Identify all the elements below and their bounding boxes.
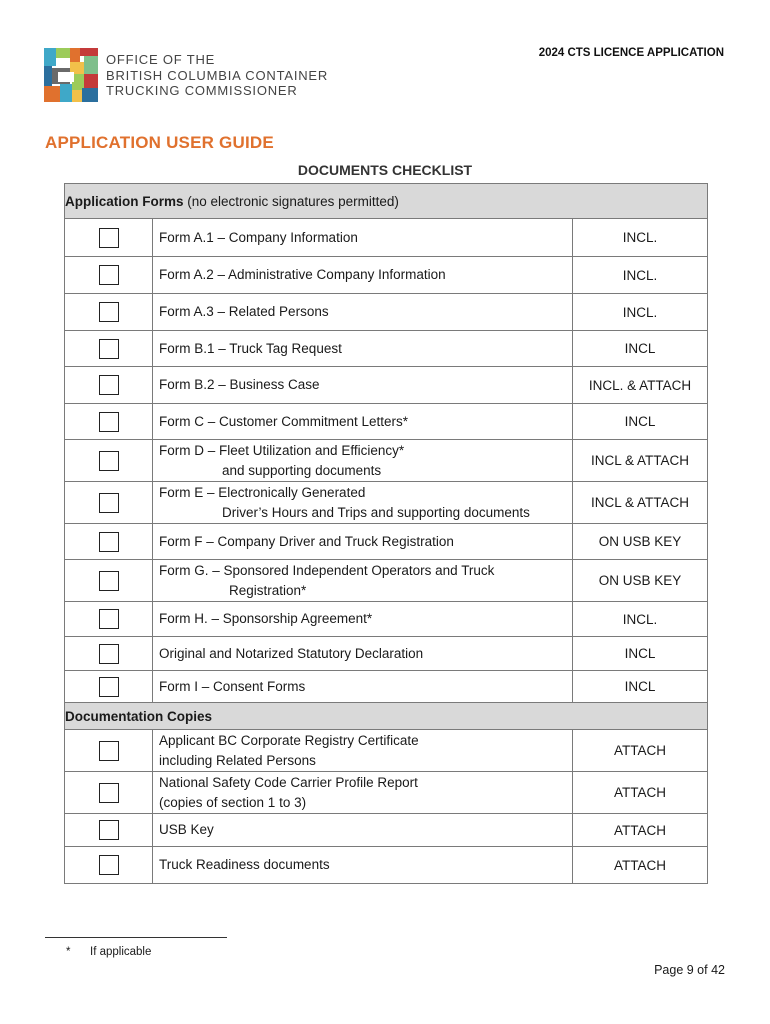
status-text: ON USB KEY bbox=[598, 573, 682, 588]
checkbox[interactable] bbox=[99, 609, 119, 629]
checkbox[interactable] bbox=[99, 855, 119, 875]
org-line-3: TRUCKING COMMISSIONER bbox=[106, 83, 298, 98]
checkbox[interactable] bbox=[99, 532, 119, 552]
status-cell bbox=[573, 772, 708, 814]
checkbox-cell bbox=[65, 637, 153, 671]
section-note: (no electronic signatures permitted) bbox=[183, 193, 399, 209]
row-label-continued: and supporting documents bbox=[222, 462, 382, 478]
checklist-row bbox=[65, 602, 708, 637]
checklist-row bbox=[65, 404, 708, 440]
status-text: ATTACH bbox=[614, 857, 666, 873]
status-cell bbox=[573, 219, 708, 257]
row-label: Form F – Company Driver and Truck Registration bbox=[159, 533, 454, 549]
status-text: INCL bbox=[624, 646, 656, 661]
checkbox-cell bbox=[65, 257, 153, 294]
checkbox-cell bbox=[65, 730, 153, 772]
checklist-row bbox=[65, 730, 708, 772]
checkbox[interactable] bbox=[99, 571, 119, 591]
organization-name bbox=[106, 52, 328, 99]
checkbox[interactable] bbox=[99, 820, 119, 840]
document-name-cell bbox=[153, 602, 573, 637]
page-title: APPLICATION USER GUIDE bbox=[45, 133, 274, 152]
status-cell bbox=[573, 331, 708, 367]
checklist-title: DOCUMENTS CHECKLIST bbox=[297, 162, 473, 178]
checkbox-cell bbox=[65, 331, 153, 367]
checklist-row bbox=[65, 814, 708, 847]
checkbox-cell bbox=[65, 602, 153, 637]
section-title: Documentation Copies bbox=[65, 708, 213, 724]
document-name-cell bbox=[153, 440, 573, 482]
status-text: ON USB KEY bbox=[598, 534, 682, 549]
checklist-row bbox=[65, 772, 708, 814]
checklist-row bbox=[65, 257, 708, 294]
checkbox[interactable] bbox=[99, 412, 119, 432]
document-name-cell bbox=[153, 294, 573, 331]
checkbox-cell bbox=[65, 671, 153, 703]
row-label: Form C – Customer Commitment Letters* bbox=[159, 413, 409, 429]
document-name-cell bbox=[153, 219, 573, 257]
status-cell bbox=[573, 257, 708, 294]
checkbox[interactable] bbox=[99, 783, 119, 803]
commissioner-logo bbox=[44, 48, 344, 104]
status-text: INCL bbox=[624, 341, 656, 356]
document-name-cell bbox=[153, 367, 573, 404]
checklist-row bbox=[65, 482, 708, 524]
row-label: Form A.1 – Company Information bbox=[159, 229, 358, 245]
row-label: Form I – Consent Forms bbox=[159, 678, 306, 694]
checklist-row bbox=[65, 219, 708, 257]
section-header-application-forms bbox=[65, 184, 708, 219]
checklist-row bbox=[65, 847, 708, 884]
status-text: ATTACH bbox=[614, 822, 666, 838]
status-text: INCL bbox=[624, 679, 656, 694]
row-label: Original and Notarized Statutory Declaration bbox=[159, 645, 424, 661]
status-cell bbox=[573, 671, 708, 703]
status-cell bbox=[573, 602, 708, 637]
checklist-row bbox=[65, 637, 708, 671]
status-cell bbox=[573, 294, 708, 331]
status-text: INCL. bbox=[622, 611, 658, 627]
checkbox[interactable] bbox=[99, 451, 119, 471]
document-name-cell bbox=[153, 524, 573, 560]
checkbox-cell bbox=[65, 482, 153, 524]
status-cell bbox=[573, 367, 708, 404]
org-line-1: OFFICE OF THE bbox=[106, 52, 216, 67]
section-title: Application Forms bbox=[65, 193, 184, 209]
row-label: Form B.1 – Truck Tag Request bbox=[159, 340, 342, 356]
status-text: INCL & ATTACH bbox=[590, 495, 689, 510]
footnote-mark: * bbox=[66, 946, 71, 958]
page-number: Page 9 of 42 bbox=[654, 963, 725, 977]
row-label: Form H. – Sponsorship Agreement* bbox=[159, 611, 373, 626]
row-label: USB Key bbox=[159, 822, 214, 837]
document-name-cell bbox=[153, 637, 573, 671]
checkbox[interactable] bbox=[99, 228, 119, 248]
status-cell bbox=[573, 560, 708, 602]
footnote-text: If applicable bbox=[90, 946, 152, 958]
checkbox[interactable] bbox=[99, 339, 119, 359]
document-name-cell bbox=[153, 331, 573, 367]
logo-mark-icon bbox=[44, 48, 98, 102]
checkbox-cell bbox=[65, 772, 153, 814]
checklist-row bbox=[65, 294, 708, 331]
checkbox[interactable] bbox=[99, 375, 119, 395]
checklist-row bbox=[65, 524, 708, 560]
status-text: INCL. bbox=[622, 230, 658, 245]
checkbox[interactable] bbox=[99, 265, 119, 285]
document-name-cell bbox=[153, 482, 573, 524]
status-text: INCL. bbox=[622, 304, 658, 320]
status-text: ATTACH bbox=[614, 785, 666, 800]
row-label-continued: Driver’s Hours and Trips and supporting documents bbox=[222, 504, 530, 520]
row-label: Applicant BC Corporate Registry Certificate bbox=[159, 732, 419, 748]
status-cell bbox=[573, 847, 708, 884]
status-cell bbox=[573, 814, 708, 847]
row-label-continued: (copies of section 1 to 3) bbox=[159, 794, 307, 810]
row-label: Truck Readiness documents bbox=[159, 857, 330, 872]
checklist-row bbox=[65, 331, 708, 367]
row-label-continued: including Related Persons bbox=[159, 752, 316, 768]
checkbox-cell bbox=[65, 219, 153, 257]
row-label: Form E – Electronically Generated bbox=[159, 484, 366, 500]
document-name-cell bbox=[153, 847, 573, 884]
status-text: INCL & ATTACH bbox=[590, 453, 689, 468]
document-name-cell bbox=[153, 772, 573, 814]
document-name-cell bbox=[153, 671, 573, 703]
checkbox-cell bbox=[65, 814, 153, 847]
status-cell bbox=[573, 637, 708, 671]
document-name-cell bbox=[153, 560, 573, 602]
footnote bbox=[66, 946, 151, 958]
checkbox-cell bbox=[65, 404, 153, 440]
status-text: INCL bbox=[624, 414, 656, 429]
document-name-cell bbox=[153, 814, 573, 847]
row-label: Form G. – Sponsored Independent Operators and Truck bbox=[159, 562, 495, 578]
checklist-row bbox=[65, 560, 708, 602]
document-name-cell bbox=[153, 730, 573, 772]
checkbox[interactable] bbox=[99, 741, 119, 761]
checkbox-cell bbox=[65, 560, 153, 602]
documents-checklist-table bbox=[64, 183, 708, 884]
status-cell bbox=[573, 524, 708, 560]
checklist-row bbox=[65, 367, 708, 404]
footnote-divider bbox=[45, 937, 227, 938]
document-label: 2024 CTS LICENCE APPLICATION bbox=[538, 47, 724, 59]
status-cell bbox=[573, 440, 708, 482]
checkbox-cell bbox=[65, 524, 153, 560]
status-text: ATTACH bbox=[614, 743, 666, 758]
row-label: National Safety Code Carrier Profile Report bbox=[159, 774, 418, 790]
status-cell bbox=[573, 482, 708, 524]
checkbox-cell bbox=[65, 440, 153, 482]
status-text: INCL. & ATTACH bbox=[588, 377, 692, 393]
checkbox[interactable] bbox=[99, 677, 119, 697]
checkbox-cell bbox=[65, 847, 153, 884]
checkbox[interactable] bbox=[99, 644, 119, 664]
checklist-row bbox=[65, 440, 708, 482]
status-cell bbox=[573, 404, 708, 440]
org-line-2: BRITISH COLUMBIA CONTAINER bbox=[106, 67, 329, 83]
row-label: Form A.2 – Administrative Company Information bbox=[159, 267, 446, 282]
checkbox[interactable] bbox=[99, 493, 119, 513]
document-name-cell bbox=[153, 404, 573, 440]
checkbox[interactable] bbox=[99, 302, 119, 322]
row-label: Form B.2 – Business Case bbox=[159, 377, 320, 392]
checklist-row bbox=[65, 671, 708, 703]
status-text: INCL. bbox=[622, 267, 658, 283]
status-cell bbox=[573, 730, 708, 772]
document-name-cell bbox=[153, 257, 573, 294]
row-label: Form A.3 – Related Persons bbox=[159, 304, 329, 319]
checkbox-cell bbox=[65, 294, 153, 331]
checkbox-cell bbox=[65, 367, 153, 404]
section-header-documentation-copies bbox=[65, 703, 708, 730]
row-label: Form D – Fleet Utilization and Efficiency* bbox=[159, 442, 405, 458]
row-label-continued: Registration* bbox=[229, 582, 307, 598]
